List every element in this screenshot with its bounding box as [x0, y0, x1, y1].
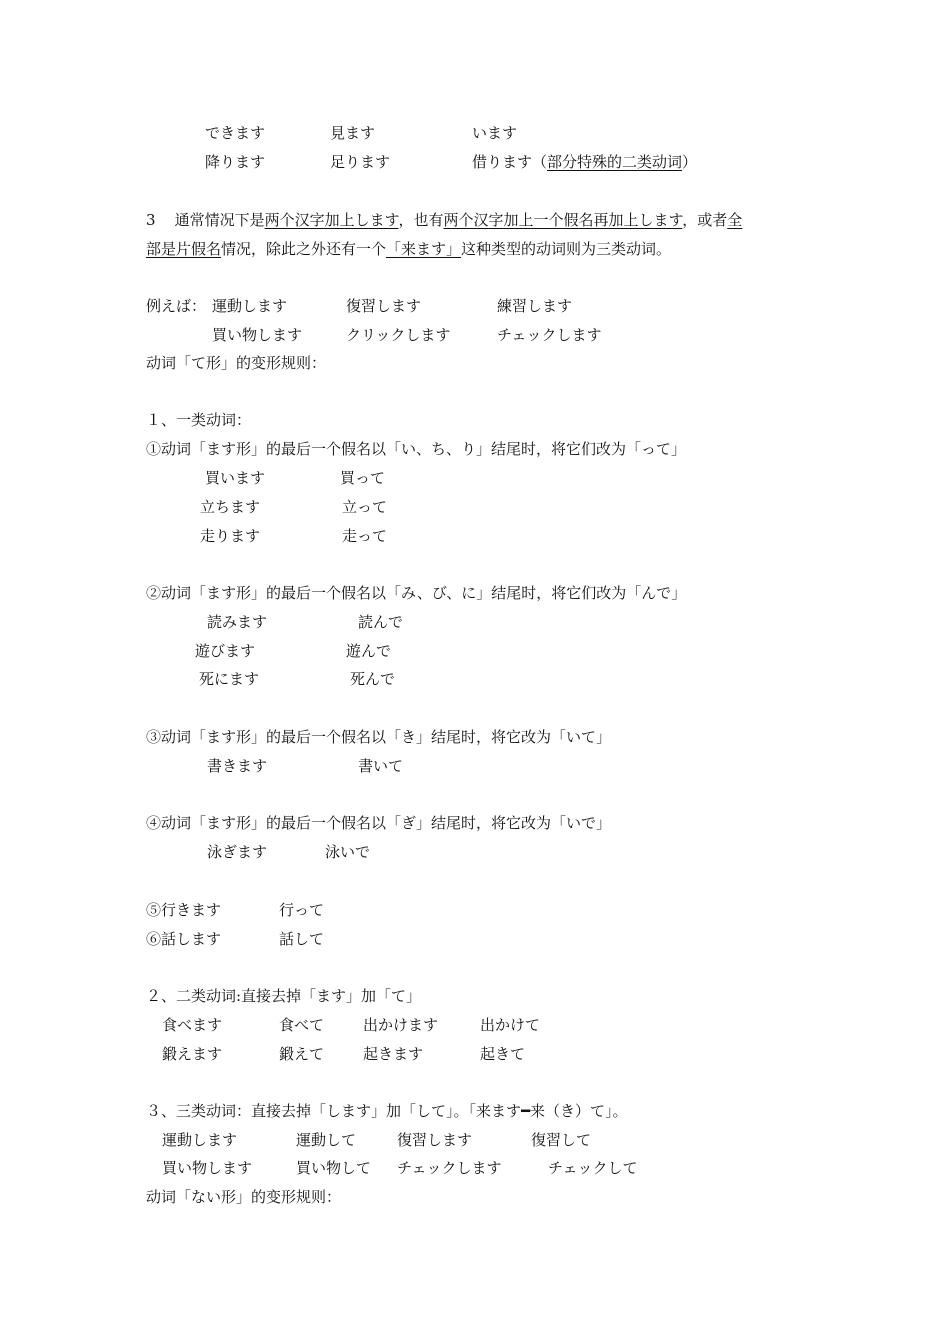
word: います [472, 124, 518, 142]
word: 走って [342, 527, 388, 545]
word: 書いて [358, 757, 404, 775]
rule-2: ②动词「ます形」的最后一个假名以「み、び、に」结尾时，将它们改为「んで」 [146, 584, 687, 602]
word: 足ります [330, 153, 391, 171]
word: 練習します [497, 297, 573, 315]
word: 運動して [296, 1131, 357, 1149]
nai-form-title: 动词「ない形」的变形规则： [146, 1188, 342, 1206]
word: 出かけます [363, 1016, 439, 1034]
word: チェックします [397, 1159, 502, 1177]
word: 食べて [279, 1016, 325, 1034]
word: 買います [205, 469, 266, 487]
rule-6: ⑥話します [146, 930, 222, 948]
group1-heading: １、一类动词： [146, 411, 252, 429]
word: チェックします [497, 326, 602, 344]
word: 鍛えて [279, 1045, 325, 1063]
word: 運動します [162, 1131, 238, 1149]
word: できます [205, 124, 266, 142]
examples-prefix: 例えば： [146, 297, 207, 315]
word: 起きて [480, 1045, 526, 1063]
rule-3: ③动词「ます形」的最后一个假名以「き」结尾时，将它改为「いて」 [146, 728, 612, 746]
word: 死んで [350, 670, 396, 688]
word: 立ちます [200, 498, 261, 516]
word: 読みます [207, 613, 268, 631]
rule-5: ⑤行きます [146, 901, 222, 919]
word: 復習します [346, 297, 422, 315]
word: 遊びます [195, 642, 256, 660]
rule-1: ①动词「ます形」的最后一个假名以「い、ち、り」结尾时，将它们改为「って」 [146, 440, 687, 458]
word: 買い物します [212, 326, 303, 344]
word: 出かけて [480, 1016, 541, 1034]
word: 遊んで [346, 642, 392, 660]
word: 復習します [397, 1131, 473, 1149]
te-form-title: 动词「て形」的变形规则： [146, 354, 327, 372]
group3-definition-line1: 3 通常情况下是两个汉字加上します，也有两个汉字加上一个假名再加上します，或者全 [146, 211, 743, 229]
rule-4: ④动词「ます形」的最后一个假名以「ぎ」结尾时，将它改为「いで」 [146, 814, 612, 832]
word: 食べます [162, 1016, 223, 1034]
word: 買い物して [296, 1159, 372, 1177]
word: 泳ぎます [207, 843, 268, 861]
word: 立って [342, 498, 388, 516]
group3-heading: ３、三类动词：直接去掉「します」加「して」。「来ます━来（き）て」。 [146, 1102, 628, 1120]
word: 死にます [199, 670, 260, 688]
word: 復習して [531, 1131, 592, 1149]
group3-definition-line2: 部是片假名情况，除此之外还有一个「来ます」这种类型的动词则为三类动词。 [146, 240, 672, 258]
word: 見ます [330, 124, 376, 142]
word: 運動します [212, 297, 288, 315]
word: 鍛えます [162, 1045, 223, 1063]
word: 話して [279, 930, 325, 948]
word-with-note: 借ります（部分特殊的二类动词） [472, 153, 698, 171]
word: 泳いで [325, 843, 371, 861]
word: クリックします [346, 326, 451, 344]
word: 読んで [358, 613, 404, 631]
word: 走ります [200, 527, 261, 545]
word: 買って [340, 469, 386, 487]
group2-heading: ２、二类动词:直接去掉「ます」加「て」 [146, 987, 422, 1005]
word: 行って [279, 901, 325, 919]
word: 買い物します [162, 1159, 253, 1177]
word: 書きます [207, 757, 268, 775]
special-note: 部分特殊的二类动词 [547, 153, 683, 171]
word: チェックして [548, 1159, 638, 1177]
word: 降ります [205, 153, 266, 171]
word: 起きます [363, 1045, 424, 1063]
